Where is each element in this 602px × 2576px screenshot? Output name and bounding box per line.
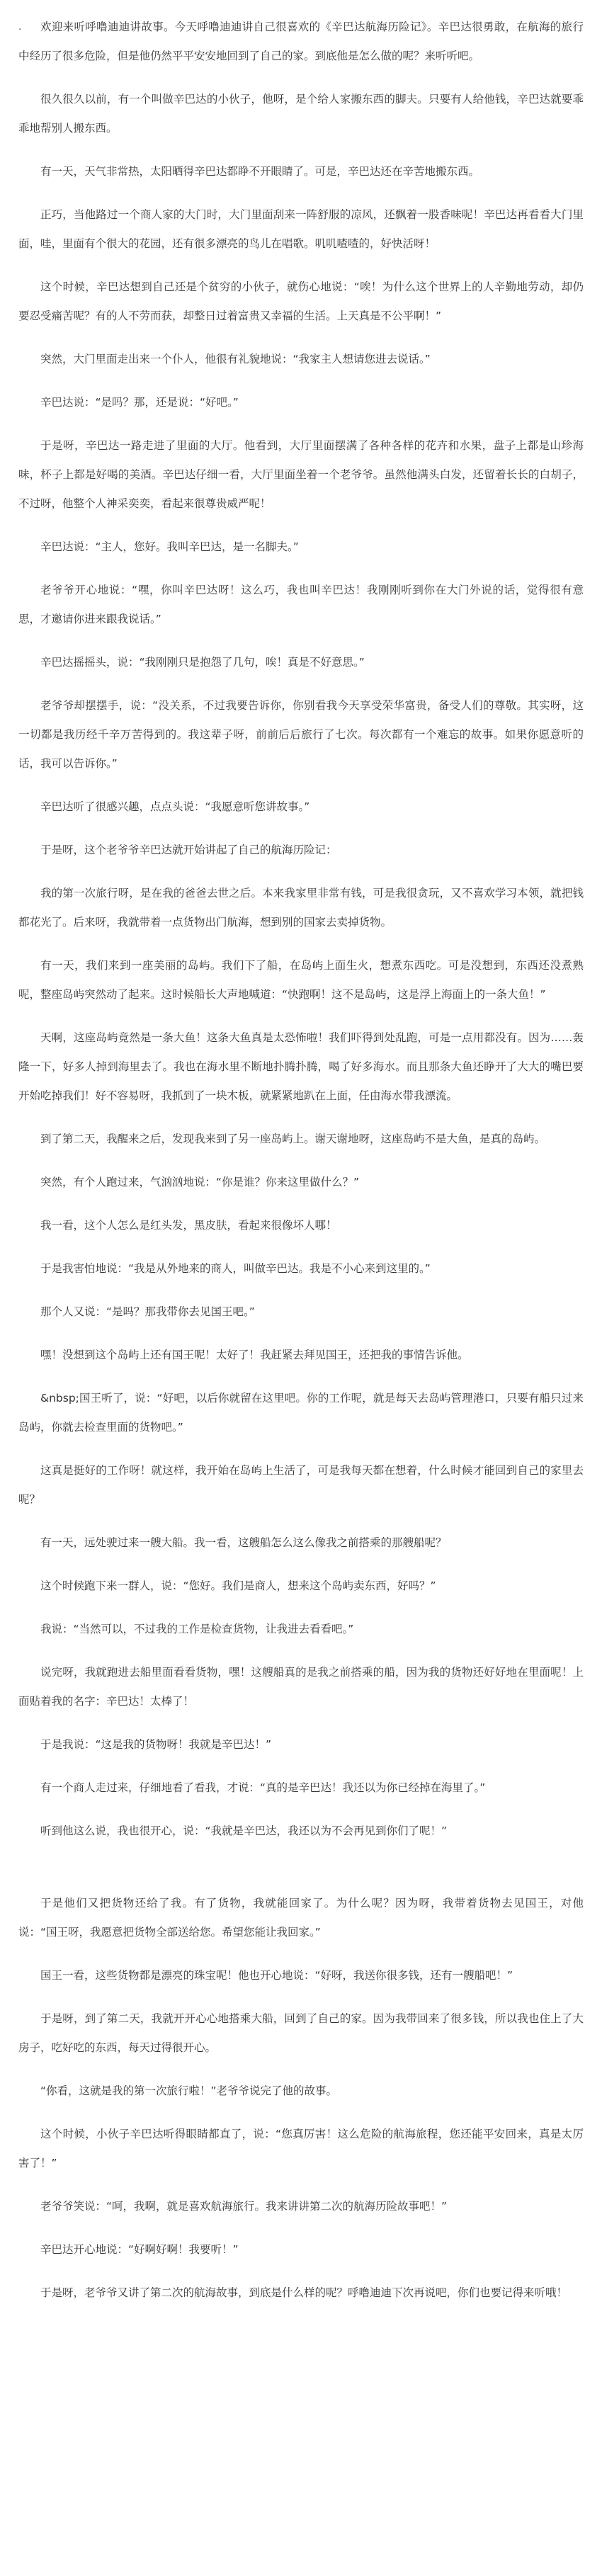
story-paragraph: 于是呀，这个老爷爷辛巴达就开始讲起了自己的航海历险记： — [40, 844, 337, 856]
story-paragraph: 这真是挺好的工作呀！就这样，我开始在岛屿上生活了，可是我每天都在想着，什么时候才能回到自己的家里去呢？ — [18, 1464, 584, 1506]
story-paragraph: 那个人又说：“是吗？那我带你去见国王吧。” — [40, 1305, 255, 1318]
story-paragraph: “你看，这就是我的第一次旅行啦！”老爷爷说完了他的故事。 — [40, 2084, 338, 2097]
story-paragraph: 有一天，天气非常热，太阳晒得辛巴达都睁不开眼睛了。可是，辛巴达还在辛苦地搬东西。 — [40, 165, 480, 178]
story-paragraph: 国王一看，这些货物都是漂亮的珠宝呢！他也开心地说：“好呀，我送你很多钱，还有一艘船吧！” — [40, 1969, 513, 1982]
story-paragraph: 有一个商人走过来，仔细地看了看我，才说：“真的是辛巴达！我还以为你已经掉在海里了。” — [40, 1781, 486, 1794]
story-paragraph: 我一看，这个人怎么是红头发，黑皮肤，看起来很像坏人哪！ — [40, 1219, 337, 1232]
story-paragraph: 天啊，这座岛屿竟然是一条大鱼！这条大鱼真是太恐怖啦！我们吓得到处乱跑，可是一点用都没有。因为……轰隆一下，好多人掉到海里去了。我也在海水里不断地扑腾扑腾，喝了好多海水。而且那条大鱼还睁开了大大的嘴巴要开始吃掉我们！好不容易呀，我抓到了一块木板，就紧紧地趴在上面，任由海水带我漂流。 — [18, 1031, 584, 1102]
story-paragraph: 辛巴达听了很感兴趣，点点头说：“我愿意听您讲故事。” — [40, 800, 310, 813]
story-paragraph: 辛巴达开心地说：“好啊好啊！我要听！” — [40, 2243, 239, 2256]
story-paragraph: 辛巴达说：“是吗？那，还是说：“好吧。” — [40, 396, 239, 409]
story-paragraph: 这个时候，小伙子辛巴达听得眼睛都直了，说：“您真厉害！这么危险的航海旅程，您还能平安回来，真是太厉害了！” — [18, 2128, 584, 2169]
story-paragraph: 我的第一次旅行呀，是在我的爸爸去世之后。本来我家里非常有钱，可是我很贪玩，又不喜欢学习本领，就把钱都花光了。后来呀，我就带着一点货物出门航海，想到别的国家去卖掉货物。 — [18, 887, 584, 929]
story-paragraph: 突然，大门里面走出来一个仆人，他很有礼貌地说：“我家主人想请您进去说话。” — [40, 353, 431, 365]
story-paragraph: 突然，有个人跑过来，气汹汹地说：“你是谁？你来这里做什么？” — [40, 1176, 360, 1188]
story-paragraph: 于是呀，辛巴达一路走进了里面的大厅。他看到，大厅里面摆满了各种各样的花卉和水果，盘子上都是山珍海味，杯子上都是好喝的美酒。辛巴达仔细一看，大厅里面坐着一个老爷爷。虽然他满头白发，还留着长长的白胡子，不过呀，他整个人神采奕奕，看起来很尊贵威严呢！ — [18, 439, 584, 510]
story-paragraph: 有一天，远处驶过来一艘大船。我一看，这艘船怎么这么像我之前搭乘的那艘船呢？ — [40, 1536, 447, 1549]
story-paragraph: 欢迎来听呼噜迪迪讲故事。今天呼噜迪迪讲自己很喜欢的《辛巴达航海历险记》。辛巴达很勇敢，在航海的旅行中经历了很多危险，但是他仍然平平安安地回到了自己的家。到底他是怎么做的呢？来听听吧。 — [18, 21, 584, 62]
story-paragraph: 很久很久以前，有一个叫做辛巴达的小伙子，他呀，是个给人家搬东西的脚夫。只要有人给他钱，辛巴达就要乖乖地帮别人搬东西。 — [18, 93, 584, 135]
story-paragraph: 老爷爷开心地说：“嘿，你叫辛巴达呀！这么巧，我也叫辛巴达！我刚刚听到你在大门外说的话，觉得很有意思，才邀请你进来跟我说话。” — [18, 584, 584, 625]
lead-marker: . — [18, 21, 22, 33]
story-paragraph: 到了第二天，我醒来之后，发现我来到了另一座岛屿上。谢天谢地呀，这座岛屿不是大鱼，是真的岛屿。 — [40, 1133, 546, 1145]
story-paragraph: 老爷爷笑说：“呵，我啊，就是喜欢航海旅行。我来讲讲第二次的航海历险故事吧！” — [40, 2200, 448, 2213]
story-paragraph: 辛巴达摇摇头，说：“我刚刚只是抱怨了几句，唉！真是不好意思。” — [40, 656, 365, 669]
story-paragraph: 说完呀，我就跑进去船里面看看货物，嘿！这艘船真的是我之前搭乘的船，因为我的货物还好好地在里面呢！上面贴着我的名字：辛巴达！太棒了！ — [18, 1666, 584, 1708]
story-paragraph: 这个时候，辛巴达想到自己还是个贫穷的小伙子，就伤心地说：“唉！为什么这个世界上的人辛勤地劳动，却仍要忍受痛苦呢？有的人不劳而获，却整日过着富贵又幸福的生活。上天真是不公平啊！” — [18, 280, 584, 322]
story-paragraph: 于是我害怕地说：“我是从外地来的商人，叫做辛巴达。我是不小心来到这里的。” — [40, 1262, 431, 1275]
story-paragraph: 于是呀，老爷爷又讲了第二次的航海故事，到底是什么样的呢？呼噜迪迪下次再说吧，你们也要记得来听哦！ — [40, 2286, 568, 2299]
story-paragraph: 于是呀，到了第二天，我就开开心心地搭乘大船，回到了自己的家。因为我带回来了很多钱，所以我也住上了大房子，吃好吃的东西，每天过得很开心。 — [18, 2012, 584, 2054]
story-paragraph: 老爷爷却摆摆手，说：“没关系，不过我要告诉你，你别看我今天享受荣华富贵，备受人们的尊敬。其实呀，这一切都是我历经千辛万苦得到的。我这辈子呀，前前后后旅行了七次。每次都有一个难忘的故事。如果你愿意听的话，我可以告诉你。” — [18, 699, 584, 770]
story-paragraph: 正巧，当他路过一个商人家的大门时，大门里面刮来一阵舒服的凉风，还飘着一股香味呢！辛巴达再看看大门里面，哇，里面有个很大的花园，还有很多漂亮的鸟儿在唱歌。叽叽喳喳的，好快活呀！ — [18, 208, 584, 250]
story-paragraph: 我说：“当然可以，不过我的工作是检查货物，让我进去看看吧。” — [40, 1623, 354, 1635]
story-paragraph: 辛巴达说：“主人，您好。我叫辛巴达，是一名脚夫。” — [40, 540, 299, 553]
story-paragraph: 嘿！没想到这个岛屿上还有国王呢！太好了！我赶紧去拜见国王，还把我的事情告诉他。 — [40, 1349, 469, 1361]
story-paragraph — [18, 1860, 584, 1889]
story-paragraph: 这个时候跑下来一群人，说：“您好。我们是商人，想来这个岛屿卖东西，好吗？” — [40, 1579, 436, 1592]
story-paragraph: 听到他这么说，我也很开心，说：“我就是辛巴达，我还以为不会再见到你们了呢！” — [40, 1825, 448, 1837]
story-paragraph: 于是他们又把货物还给了我。有了货物，我就能回家了。为什么呢？因为呀，我带着货物去见国王，对他说：“国王呀，我愿意把货物全部送给您。希望您能让我回家。” — [18, 1897, 584, 1939]
story-article — [18, 13, 584, 2322]
story-paragraph: &nbsp;国王听了，说：“好吧，以后你就留在这里吧。你的工作呢，就是每天去岛屿管理港口，只要有船只过来岛屿，你就去检查里面的货物吧。” — [18, 1392, 584, 1434]
story-paragraph: 有一天，我们来到一座美丽的岛屿。我们下了船，在岛屿上面生火，想煮东西吃。可是没想到，东西还没煮熟呢，整座岛屿突然动了起来。这时候船长大声地喊道：“快跑啊！这不是岛屿，这是浮上海面上的一条大鱼！” — [18, 959, 584, 1001]
story-paragraph: 于是我说：“这是我的货物呀！我就是辛巴达！” — [40, 1738, 272, 1751]
